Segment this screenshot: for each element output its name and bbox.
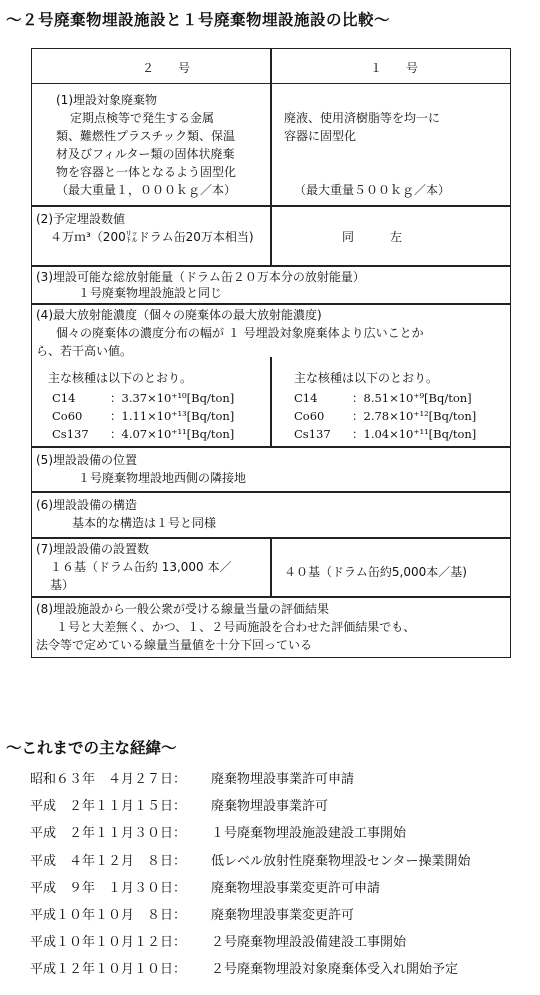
section-heading: (4)最大放射能濃度（個々の廃棄体の最大放射能濃度) [36, 308, 322, 322]
history-item [30, 848, 470, 875]
text-line: 物を容器と一体となるよう固型化 [56, 165, 237, 179]
history-date: 平成１０年１０月 ８日： [30, 907, 187, 923]
nuclide-row [52, 407, 234, 425]
divider [32, 303, 510, 305]
text-line: １号廃棄物埋設地西側の隣接地 [78, 471, 247, 485]
weight-note: （最大重量５００ｋｇ／本） [294, 183, 451, 197]
section-6 [36, 496, 137, 514]
divider [32, 596, 510, 598]
divider [270, 49, 272, 84]
nuclide-value: ：1.11×10⁺¹³[Bq/ton] [110, 409, 235, 423]
nuclide-name: Cs137 [52, 427, 89, 441]
weight-note: （最大重量１，０００ｋｇ／本） [56, 183, 237, 197]
history-date: 平成 ２年１１月１５日： [30, 799, 187, 815]
nuclide-name: Co60 [52, 409, 83, 423]
section-4 [36, 306, 424, 360]
section-8 [36, 600, 415, 654]
nuclide-name: C14 [294, 391, 318, 405]
text-line: 廃液、使用済樹脂等を均一に [284, 111, 441, 125]
history-date: 平成 ９年 １月３０日： [30, 880, 187, 896]
nuclide-name: Co60 [294, 409, 325, 423]
nuclide-row [52, 425, 234, 443]
history-event: 廃棄物埋設事業変更許可 [211, 907, 355, 923]
nuclide-row [294, 389, 476, 407]
divider [32, 265, 510, 267]
section-2-left [36, 210, 254, 246]
section-7-right: ４０基（ドラム缶約5,000本／基) [284, 565, 467, 579]
header-unit-1: １ 号 [370, 61, 419, 75]
section-5 [36, 451, 137, 469]
history-item [30, 902, 470, 929]
text-line: ら、若干高い値。 [36, 344, 133, 358]
divider [32, 205, 510, 207]
section-7-left [36, 540, 232, 594]
history-item [30, 766, 470, 793]
divider [32, 491, 510, 493]
page-title: ～２号廃棄物埋設施設と１号廃棄物埋設施設の比較～ [6, 11, 391, 29]
nuclide-list-unit-1 [294, 389, 476, 443]
history-item [30, 956, 470, 983]
nuclide-name: C14 [52, 391, 76, 405]
nuclide-intro-unit-1: 主な核種は以下のとおり。 [294, 371, 439, 385]
text-line: 定期点検等で発生する金属 [70, 111, 215, 125]
text-line: １号と大差無く、かつ、１、２号両施設を合わせた評価結果でも、 [56, 620, 416, 634]
section-2-right: 同 左 [342, 230, 403, 244]
nuclide-value: ：3.37×10⁺¹⁰[Bq/ton] [110, 391, 235, 405]
section-1-right [284, 109, 440, 145]
history-event: 廃棄物埋設事業許可 [211, 799, 329, 815]
history-event: １号廃棄物埋設施設建設工事開始 [211, 826, 407, 842]
text-line: 基本的な構造は１号と同様 [72, 516, 217, 530]
section-heading: (3)埋設可能な総放射能量（ドラム缶２０万本分の放射能量） [36, 270, 365, 284]
text-line: 個々の廃棄体の濃度分布の幅が １ 号埋設対象廃棄体より広いことか [56, 326, 424, 340]
nuclide-row [294, 407, 476, 425]
text-line: １６基（ドラム缶約 13,000 本／ [50, 560, 232, 574]
divider [32, 446, 510, 448]
section-1-left [56, 91, 236, 199]
section-heading: (1)埋設対象廃棄物 [56, 93, 157, 107]
nuclide-row [52, 389, 234, 407]
history-event: 低レベル放射性廃棄物埋設センター操業開始 [211, 853, 471, 869]
history-date: 平成 ４年１２月 ８日： [30, 853, 187, 869]
history-item [30, 820, 470, 847]
history-date: 平成１０年１０月１２日： [30, 935, 187, 951]
nuclide-row [294, 425, 476, 443]
header-unit-2: ２ 号 [142, 61, 191, 75]
nuclide-value: ：1.04×10⁺¹¹[Bq/ton] [352, 427, 477, 441]
divider [270, 357, 272, 446]
nuclide-list-unit-2 [52, 389, 234, 443]
nuclide-value: ：4.07×10⁺¹¹[Bq/ton] [110, 427, 235, 441]
section-heading: (2)予定埋設数値 [36, 212, 125, 226]
section-heading: (5)埋設設備の位置 [36, 453, 137, 467]
nuclide-value: ：2.78×10⁺¹²[Bq/ton] [352, 409, 477, 423]
text-line: 容器に固型化 [284, 129, 357, 143]
history-event: 廃棄物埋設事業変更許可申請 [211, 880, 381, 896]
nuclide-name: Cs137 [294, 427, 331, 441]
history-item [30, 929, 470, 956]
history-title: ～これまでの主な経緯～ [6, 739, 177, 757]
history-event: ２号廃棄物埋設対象廃棄体受入れ開始予定 [211, 962, 459, 978]
history-item [30, 793, 470, 820]
history-list [30, 766, 470, 984]
comparison-table [31, 48, 511, 658]
text-line: 基） [50, 578, 75, 592]
section-heading: (8)埋設施設から一般公衆が受ける線量当量の評価結果 [36, 602, 330, 616]
nuclide-value: ：8.51×10⁺⁹[Bq/ton] [352, 391, 472, 405]
divider [270, 537, 272, 596]
nuclide-intro-unit-2: 主な核種は以下のとおり。 [48, 371, 193, 385]
divider [32, 537, 510, 539]
text-line: 法令等で定めている線量当量値を十分下回っている [36, 638, 313, 652]
history-date: 平成１２年１０月１０日： [30, 962, 187, 978]
text-line: ４万ｍ³（200㍑ドラム缶20万本相当) [50, 230, 254, 244]
text-line: １号廃棄物埋設施設と同じ [78, 286, 223, 300]
history-date: 昭和６３年 ４月２７日： [30, 772, 187, 787]
text-line: 材及びフィルター類の固体状廃棄 [56, 147, 235, 161]
divider [270, 84, 272, 265]
history-date: 平成 ２年１１月３０日： [30, 826, 187, 842]
section-heading: (7)埋設設備の設置数 [36, 542, 149, 556]
section-heading: (6)埋設設備の構造 [36, 498, 137, 512]
text-line: 類、難燃性プラスチック類、保温 [56, 129, 236, 143]
history-event: 廃棄物埋設事業許可申請 [211, 772, 355, 787]
history-item [30, 875, 470, 902]
history-event: ２号廃棄物埋設設備建設工事開始 [211, 935, 407, 951]
